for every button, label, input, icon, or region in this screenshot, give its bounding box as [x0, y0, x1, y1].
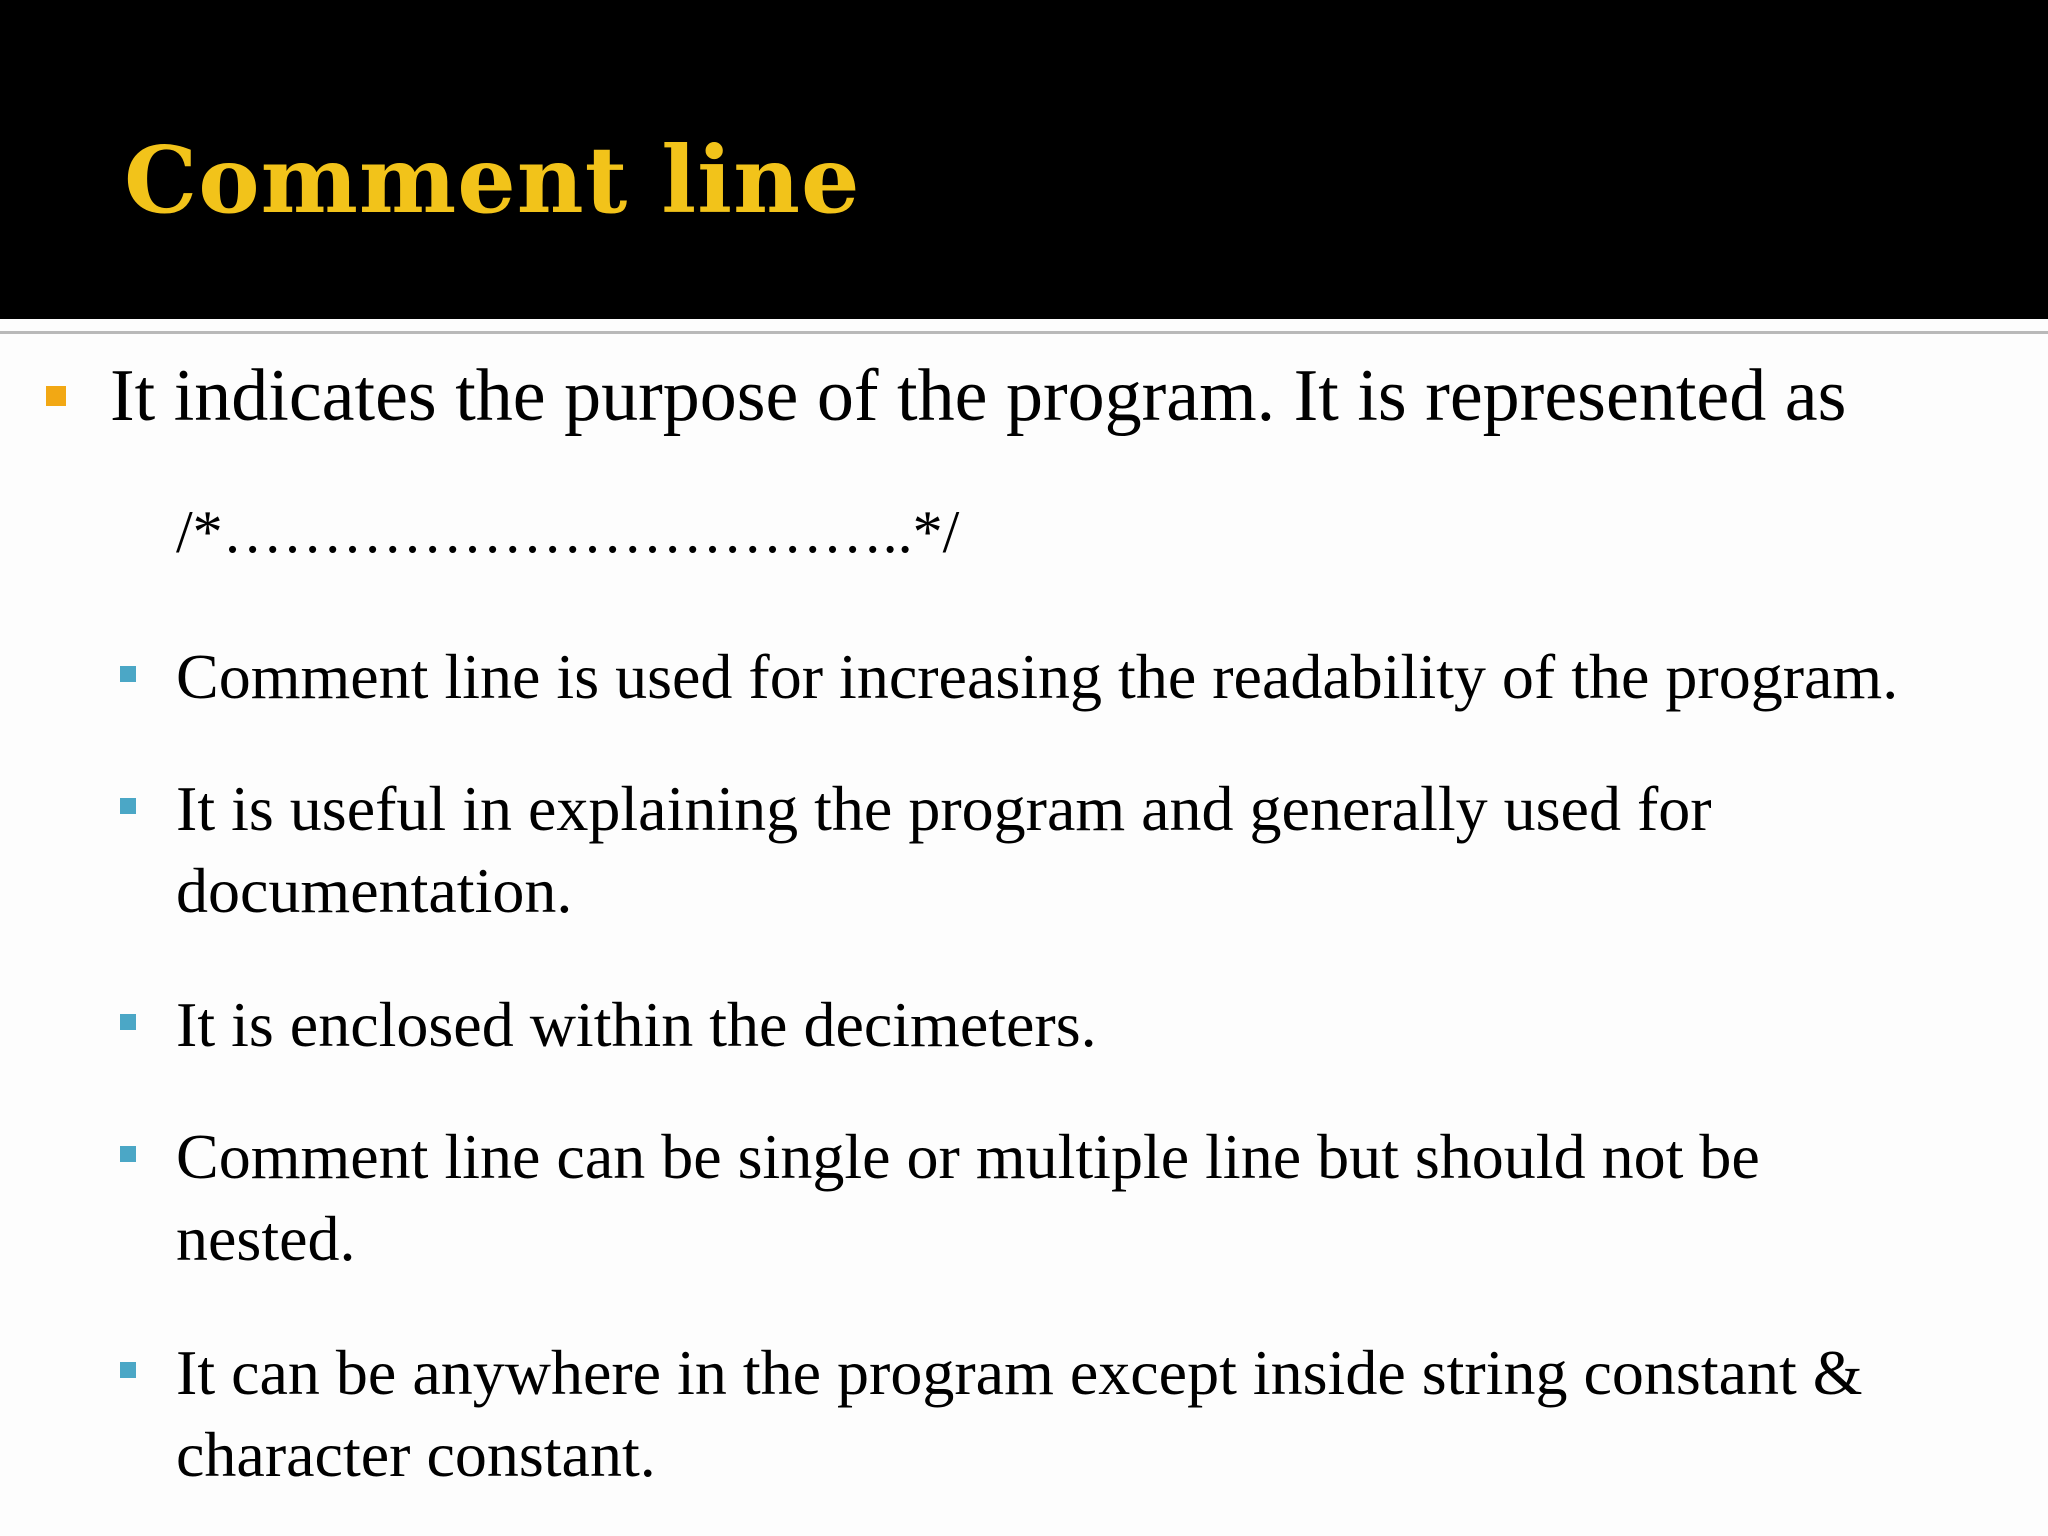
sub-bullet-icon — [120, 1362, 136, 1378]
sub-bullet-icon — [120, 666, 136, 682]
sub-point-text: It is enclosed within the decimeters. — [176, 989, 1097, 1060]
sub-point-text: Comment line can be single or multiple line but should not be nested. — [176, 1121, 1760, 1274]
sub-point-text: It can be anywhere in the program except inside string constant & character constant. — [176, 1337, 1863, 1490]
sub-point-text: Comment line is used for increasing the readability of the program. — [176, 641, 1899, 712]
comment-syntax-example: /*……………………………..*/ — [176, 499, 960, 565]
main-bullet-icon — [46, 386, 66, 406]
slide-title: Comment line — [124, 126, 861, 234]
sub-bullet-icon — [120, 798, 136, 814]
sub-bullet-icon — [120, 1014, 136, 1030]
main-point: It indicates the purpose of the program. It is represented as — [110, 355, 1847, 437]
sub-bullet-icon — [120, 1146, 136, 1162]
sub-point-text: It is useful in explaining the program and generally used for documentation. — [176, 773, 1712, 926]
